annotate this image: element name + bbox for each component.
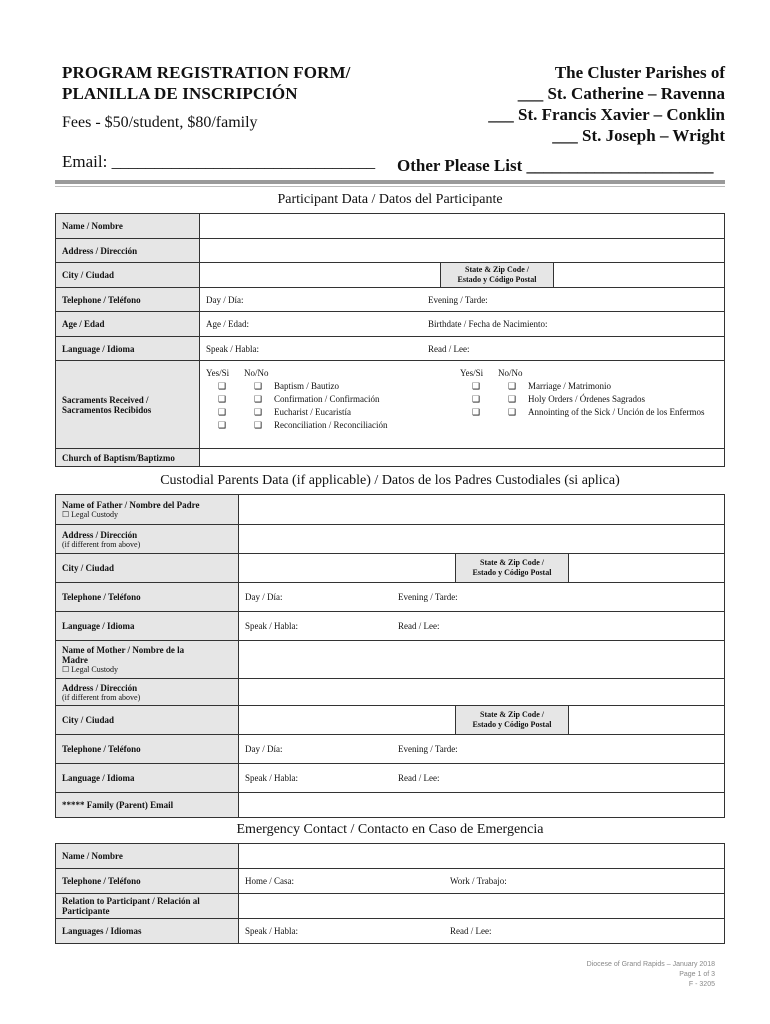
- sacrament-no-checkbox[interactable]: ❑: [508, 381, 517, 391]
- father-address-label: [56, 525, 239, 554]
- emergency-languages-label: Languages / Idiomas: [56, 919, 239, 944]
- day-label: Day / Día:: [206, 294, 244, 305]
- state-zip-label-line2: Estado y Código Postal: [472, 720, 552, 729]
- form-title-line2: PLANILLA DE INSCRIPCIÓN: [62, 84, 298, 103]
- father-address-label-text: Address / Dirección: [62, 529, 138, 540]
- speak-label: Speak / Habla:: [245, 773, 298, 783]
- age-field-label: Age / Edad:: [206, 319, 249, 329]
- sacrament-label: Confirmation / Confirmación: [274, 394, 380, 404]
- emergency-telephone-field[interactable]: [239, 869, 725, 894]
- sacrament-row: [206, 419, 460, 432]
- relation-label-line1: Relation to Participant / Relación al: [62, 896, 200, 906]
- speak-label: Speak / Habla:: [245, 621, 298, 631]
- yes-header: Yes/Si: [206, 368, 230, 378]
- mother-name-field[interactable]: [239, 641, 725, 679]
- father-address-field[interactable]: [239, 525, 725, 554]
- sacrament-label: Reconciliation / Reconciliación: [274, 420, 388, 430]
- state-zip-label-line1: State & Zip Code /: [480, 710, 544, 719]
- emergency-name-field[interactable]: [239, 844, 725, 869]
- sacrament-label: Marriage / Matrimonio: [528, 381, 611, 391]
- father-language-field[interactable]: [239, 612, 725, 641]
- sacrament-label: Baptism / Bautizo: [274, 381, 339, 391]
- participant-state-zip-label: [440, 263, 554, 287]
- read-label: Read / Lee:: [398, 773, 440, 783]
- sacraments-label-line1: Sacraments Received /: [62, 394, 149, 405]
- emergency-name-label: Name / Nombre: [56, 844, 239, 869]
- sacrament-yes-checkbox[interactable]: ❑: [472, 394, 481, 404]
- evening-label: Evening / Tarde:: [398, 744, 458, 754]
- participant-age-field[interactable]: [200, 312, 725, 337]
- yes-header: Yes/Si: [460, 368, 484, 378]
- participant-table: [55, 213, 725, 467]
- sacrament-no-checkbox[interactable]: ❑: [254, 381, 263, 391]
- mother-address-label: [56, 679, 239, 706]
- evening-label: Evening / Tarde:: [428, 294, 488, 305]
- mother-language-label: Language / Idioma: [56, 764, 239, 793]
- mother-state-zip-label: [455, 706, 569, 734]
- father-city-field[interactable]: [239, 554, 725, 583]
- parishes-title: The Cluster Parishes of: [554, 63, 725, 82]
- mother-address-field[interactable]: [239, 679, 725, 706]
- sacraments-right-list: [460, 380, 704, 419]
- custodial-table: [55, 494, 725, 818]
- family-email-label: ***** Family (Parent) Email: [56, 793, 239, 818]
- family-email-field[interactable]: [239, 793, 725, 818]
- parish-option-catherine[interactable]: ___ St. Catherine – Ravenna: [517, 84, 725, 103]
- father-name-label-text: Name of Father / Nombre del Padre: [62, 500, 200, 510]
- father-city-label: City / Ciudad: [56, 554, 239, 583]
- sacrament-yes-checkbox[interactable]: ❑: [218, 381, 227, 391]
- read-label: Read / Lee:: [398, 621, 440, 631]
- sacraments-left-group: [206, 367, 460, 432]
- participant-language-label: Language / Idioma: [56, 337, 200, 361]
- sacraments-right-group: [460, 367, 704, 432]
- mother-legal-custody-checkbox[interactable]: ☐ Legal Custody: [62, 665, 119, 674]
- form-title-block: [62, 62, 392, 132]
- day-label: Day / Día:: [245, 592, 283, 602]
- sacrament-no-checkbox[interactable]: ❑: [508, 407, 517, 417]
- speak-label: Speak / Habla:: [245, 926, 298, 936]
- emergency-section-title: Emergency Contact / Contacto en Caso de Emergencia: [236, 822, 544, 837]
- custodial-section-title: Custodial Parents Data (if applicable) / Datos de los Padres Custodiales (si aplica): [160, 473, 620, 488]
- participant-age-label: Age / Edad: [56, 312, 200, 337]
- footer-form-code: F - 3205: [688, 981, 715, 988]
- sacrament-no-checkbox[interactable]: ❑: [254, 407, 263, 417]
- parishes-block: [405, 62, 725, 146]
- sacrament-row: [460, 406, 704, 419]
- state-zip-label-line1: State & Zip Code /: [465, 265, 529, 274]
- sacraments-left-list: [206, 380, 460, 432]
- mother-address-note: (if different from above): [62, 692, 141, 702]
- father-telephone-field[interactable]: [239, 583, 725, 612]
- sacrament-no-checkbox[interactable]: ❑: [254, 394, 263, 404]
- sacraments-label-line2: Sacramentos Recibidos: [62, 404, 152, 415]
- sacrament-no-checkbox[interactable]: ❑: [254, 420, 263, 430]
- father-legal-custody-checkbox[interactable]: ☐ Legal Custody: [62, 510, 119, 519]
- sacraments-field: [200, 361, 725, 449]
- participant-language-field[interactable]: [200, 337, 725, 361]
- sacrament-yes-checkbox[interactable]: ❑: [472, 381, 481, 391]
- read-label: Read / Lee:: [428, 343, 470, 354]
- emergency-relation-field[interactable]: [239, 894, 725, 919]
- sacrament-yes-checkbox[interactable]: ❑: [472, 407, 481, 417]
- home-label: Home / Casa:: [245, 876, 294, 886]
- evening-label: Evening / Tarde:: [398, 592, 458, 602]
- mother-telephone-label: Telephone / Teléfono: [56, 735, 239, 764]
- sacrament-yes-checkbox[interactable]: ❑: [218, 394, 227, 404]
- day-label: Day / Día:: [245, 744, 283, 754]
- participant-name-label: Name / Nombre: [56, 214, 200, 239]
- sacraments-checklist: [206, 363, 718, 432]
- participant-name-field[interactable]: [200, 214, 725, 239]
- birthdate-label: Birthdate / Fecha de Nacimiento:: [428, 319, 548, 329]
- mother-name-label-line1: Name of Mother / Nombre de la: [62, 645, 185, 655]
- father-address-note: (if different from above): [62, 539, 141, 549]
- work-label: Work / Trabajo:: [450, 876, 507, 886]
- sacrament-yes-checkbox[interactable]: ❑: [218, 407, 227, 417]
- mother-city-field[interactable]: [239, 706, 725, 735]
- parish-option-joseph[interactable]: ___ St. Joseph – Wright: [552, 126, 725, 145]
- read-label: Read / Lee:: [450, 926, 492, 936]
- sacrament-label: Eucharist / Eucaristía: [274, 407, 351, 417]
- sacrament-row: [206, 393, 460, 406]
- mother-address-label-text: Address / Dirección: [62, 682, 138, 693]
- speak-label: Speak / Habla:: [206, 343, 259, 354]
- father-state-zip-label: [455, 554, 569, 582]
- footer-page-number: Page 1 of 3: [679, 971, 715, 978]
- sacrament-row: [460, 380, 704, 393]
- state-zip-label-line2: Estado y Código Postal: [457, 275, 537, 284]
- sacrament-row: [460, 393, 704, 406]
- participant-city-label: City / Ciudad: [56, 263, 200, 288]
- father-name-label: [56, 495, 239, 525]
- sacrament-row: [206, 406, 460, 419]
- church-of-baptism-label: Church of Baptism/Baptizmo: [56, 449, 200, 467]
- no-header: No/No: [244, 368, 269, 378]
- relation-label-line2: Participante: [62, 906, 110, 916]
- sacrament-label: Holy Orders / Órdenes Sagrados: [528, 394, 645, 404]
- state-zip-label-line2: Estado y Código Postal: [472, 568, 552, 577]
- footer-diocese: Diocese of Grand Rapids – January 2018: [586, 961, 715, 968]
- emergency-table: [55, 843, 725, 944]
- email-line[interactable]: Email: _______________________________: [62, 152, 376, 171]
- father-name-field[interactable]: [239, 495, 725, 525]
- sacrament-no-checkbox[interactable]: ❑: [508, 394, 517, 404]
- mother-language-field[interactable]: [239, 764, 725, 793]
- mother-name-label-line2: Madre: [62, 655, 88, 665]
- father-language-label: Language / Idioma: [56, 612, 239, 641]
- participant-telephone-field[interactable]: [200, 288, 725, 312]
- sacrament-row: [206, 380, 460, 393]
- parish-option-francis[interactable]: ___ St. Francis Xavier – Conklin: [488, 105, 725, 124]
- participant-address-label: Address / Dirección: [56, 239, 200, 263]
- emergency-relation-label: [56, 894, 239, 919]
- header-divider: [55, 180, 725, 184]
- emergency-languages-field[interactable]: [239, 919, 725, 944]
- sacrament-label: Annointing of the Sick / Unción de los Enfermos: [528, 407, 705, 417]
- sacrament-yes-checkbox[interactable]: ❑: [218, 420, 227, 430]
- sacraments-label: [56, 361, 200, 449]
- other-parish-line[interactable]: Other Please List ______________________: [397, 156, 714, 175]
- state-zip-label-line1: State & Zip Code /: [480, 558, 544, 567]
- father-telephone-label: Telephone / Teléfono: [56, 583, 239, 612]
- no-header: No/No: [498, 368, 523, 378]
- page-footer: [587, 960, 715, 990]
- header-divider-thin: [55, 186, 725, 187]
- participant-address-field[interactable]: [200, 239, 725, 263]
- mother-name-label: [56, 641, 239, 679]
- emergency-telephone-label: Telephone / Teléfono: [56, 869, 239, 894]
- form-title-line1: PROGRAM REGISTRATION FORM/: [62, 63, 351, 82]
- mother-telephone-field[interactable]: [239, 735, 725, 764]
- participant-telephone-label: Telephone / Teléfono: [56, 288, 200, 312]
- participant-section-title: Participant Data / Datos del Participante: [277, 192, 503, 207]
- participant-city-field[interactable]: [200, 263, 725, 288]
- fees-text: Fees - $50/student, $80/family: [62, 114, 258, 131]
- church-of-baptism-field[interactable]: [200, 449, 725, 467]
- mother-city-label: City / Ciudad: [56, 706, 239, 735]
